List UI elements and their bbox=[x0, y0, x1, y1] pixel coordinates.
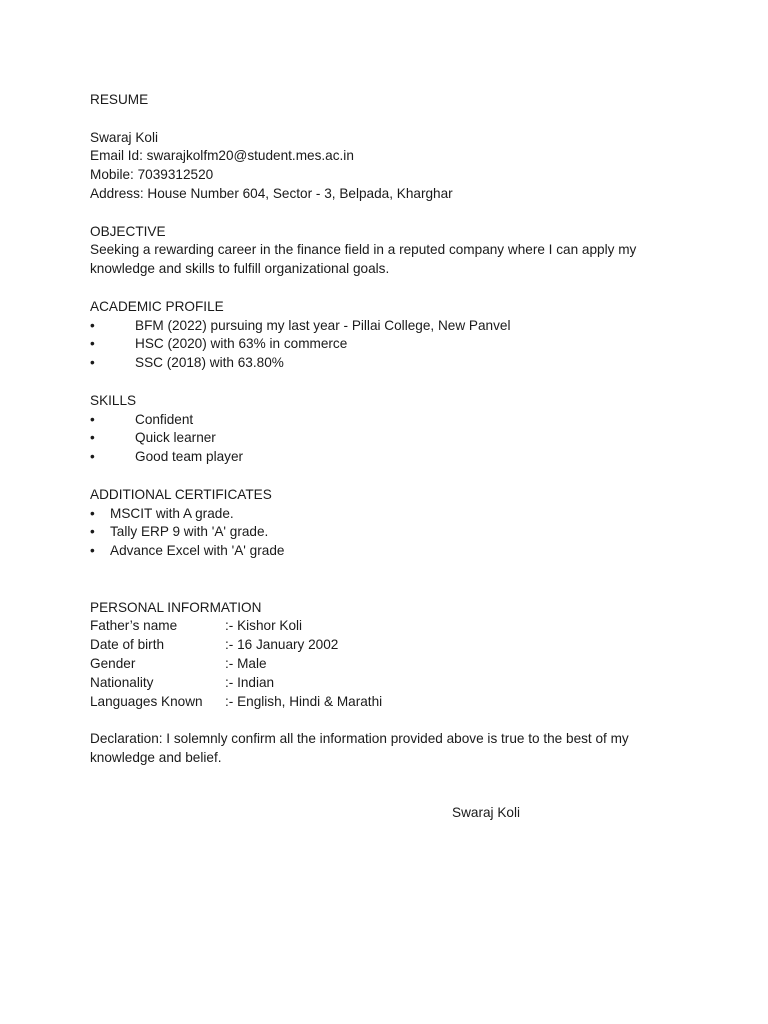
list-item bbox=[90, 523, 690, 542]
personal-row bbox=[90, 655, 690, 674]
list-item bbox=[90, 429, 690, 448]
field-value: :- 16 January 2002 bbox=[225, 637, 339, 653]
bullet-icon: • bbox=[90, 411, 95, 427]
field-value: :- Indian bbox=[225, 674, 275, 690]
bullet-icon: • bbox=[90, 430, 95, 446]
field-value: :- Male bbox=[225, 655, 267, 671]
bullet-icon: • bbox=[90, 543, 95, 559]
skill-item: Quick learner bbox=[135, 430, 216, 446]
certificate-item: MSCIT with A grade. bbox=[110, 505, 234, 521]
field-label: Nationality bbox=[90, 674, 154, 690]
declaration-text: Declaration: I solemnly confirm all the information provided above is true to the best of my knowledge and belief. bbox=[90, 731, 629, 765]
field-label: Date of birth bbox=[90, 637, 165, 653]
signature-name: Swaraj Koli bbox=[452, 805, 520, 820]
bullet-icon: • bbox=[90, 336, 95, 352]
skill-item: Good team player bbox=[135, 449, 244, 465]
list-item bbox=[90, 335, 690, 354]
objective-text: Seeking a rewarding career in the finance field in a reputed company where I can apply my knowledge and skills to fulfill organizational goals. bbox=[90, 242, 637, 277]
academic-section bbox=[90, 298, 690, 373]
personal-heading: PERSONAL INFORMATION bbox=[90, 599, 262, 615]
personal-row bbox=[90, 693, 690, 712]
mobile-line: Mobile: 7039312520 bbox=[90, 167, 214, 183]
personal-row bbox=[90, 636, 690, 655]
personal-row bbox=[90, 674, 690, 693]
objective-heading: OBJECTIVE bbox=[90, 223, 166, 239]
list-item bbox=[90, 542, 690, 561]
list-item bbox=[90, 505, 690, 524]
field-label: Father’s name bbox=[90, 618, 178, 634]
field-label: Languages Known bbox=[90, 693, 203, 709]
document-title: RESUME bbox=[90, 92, 149, 107]
list-item bbox=[90, 354, 690, 373]
bullet-icon: • bbox=[90, 317, 95, 333]
email-line: Email Id: swarajkolfm20@student.mes.ac.in bbox=[90, 148, 354, 164]
field-value: :- English, Hindi & Marathi bbox=[225, 693, 383, 709]
skills-section bbox=[90, 392, 690, 467]
candidate-name: Swaraj Koli bbox=[90, 129, 158, 145]
skill-item: Confident bbox=[135, 411, 194, 427]
academic-item: HSC (2020) with 63% in commerce bbox=[135, 336, 348, 352]
academic-heading: ACADEMIC PROFILE bbox=[90, 298, 224, 314]
academic-item: SSC (2018) with 63.80% bbox=[135, 355, 284, 371]
bullet-icon: • bbox=[90, 355, 95, 371]
certificates-heading: ADDITIONAL CERTIFICATES bbox=[90, 486, 272, 502]
skills-heading: SKILLS bbox=[90, 392, 137, 408]
list-item bbox=[90, 317, 690, 336]
academic-item: BFM (2022) pursuing my last year - Pillai College, New Panvel bbox=[135, 317, 511, 333]
bullet-icon: • bbox=[90, 449, 95, 465]
address-line: Address: House Number 604, Sector - 3, Belpada, Kharghar bbox=[90, 185, 453, 201]
field-label: Gender bbox=[90, 655, 136, 671]
personal-section bbox=[90, 599, 690, 712]
field-value: :- Kishor Koli bbox=[225, 618, 303, 634]
personal-row bbox=[90, 617, 690, 636]
bullet-icon: • bbox=[90, 505, 95, 521]
bullet-icon: • bbox=[90, 524, 95, 540]
certificates-section bbox=[90, 486, 690, 561]
contact-block bbox=[90, 129, 690, 204]
resume-page bbox=[90, 91, 690, 768]
list-item bbox=[90, 411, 690, 430]
list-item bbox=[90, 448, 690, 467]
objective-section bbox=[90, 223, 690, 279]
certificate-item: Tally ERP 9 with 'A' grade. bbox=[110, 524, 269, 540]
certificate-item: Advance Excel with 'A' grade bbox=[110, 543, 285, 559]
